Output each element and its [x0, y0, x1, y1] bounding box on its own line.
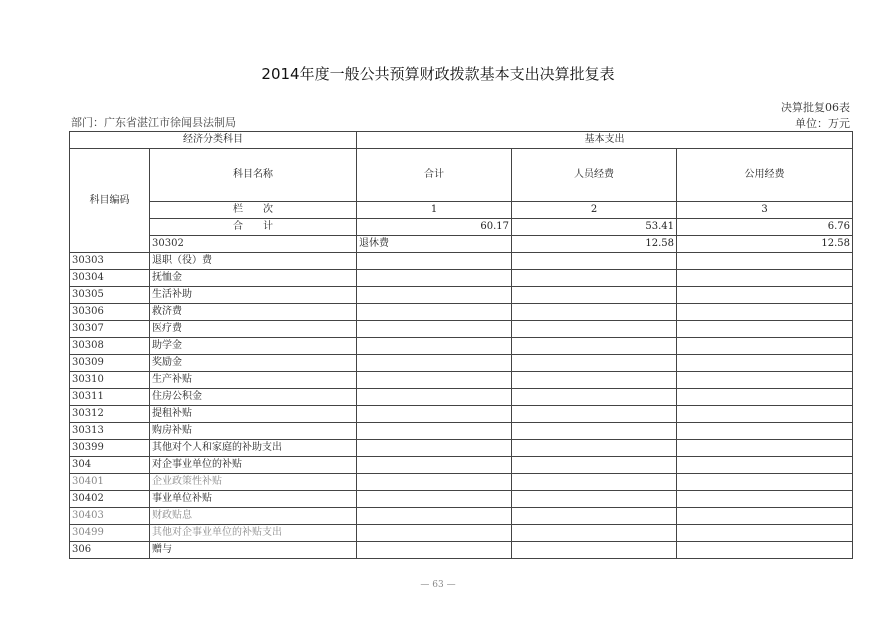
table-row	[70, 321, 853, 338]
cell-personnel	[512, 321, 677, 338]
cell-name: 事业单位补贴	[150, 491, 357, 508]
table-row	[70, 474, 853, 491]
cell-public	[677, 525, 853, 542]
department-label: 部门：广东省湛江市徐闻县法制局	[71, 116, 236, 129]
cell-public	[677, 508, 853, 525]
cell-personnel	[512, 474, 677, 491]
cell-total	[357, 253, 512, 270]
cell-code: 30303	[70, 253, 150, 270]
header-econ-class: 经济分类科目	[70, 132, 357, 149]
cell-total	[357, 508, 512, 525]
cell-name: 退职（役）费	[150, 253, 357, 270]
cell-public	[677, 406, 853, 423]
cell-name: 购房补贴	[150, 423, 357, 440]
cell-name: 助学金	[150, 338, 357, 355]
cell-personnel	[512, 440, 677, 457]
cell-public	[677, 287, 853, 304]
header-public: 公用经费	[677, 149, 853, 202]
cell-public	[677, 338, 853, 355]
cell-name: 赠与	[150, 542, 357, 559]
header-code: 科目编码	[70, 149, 150, 253]
table-row	[70, 389, 853, 406]
cell-personnel	[512, 423, 677, 440]
cell-total	[357, 491, 512, 508]
cell-total	[357, 304, 512, 321]
cell-personnel	[512, 355, 677, 372]
table-row	[70, 542, 853, 559]
cell-total	[357, 338, 512, 355]
cell-name: 退休费	[357, 236, 512, 253]
table-row	[70, 440, 853, 457]
cell-public	[677, 423, 853, 440]
header-personnel: 人员经费	[512, 149, 677, 202]
cell-personnel	[512, 389, 677, 406]
cell-code: 30302	[150, 236, 357, 253]
cell-name: 财政贴息	[150, 508, 357, 525]
table-row	[70, 338, 853, 355]
table-row	[70, 270, 853, 287]
cell-code: 306	[70, 542, 150, 559]
cell-code: 30403	[70, 508, 150, 525]
cell-personnel	[512, 270, 677, 287]
cell-total	[357, 474, 512, 491]
cell-personnel	[512, 491, 677, 508]
form-number: 决算批复06表	[781, 101, 850, 114]
cell-total	[357, 423, 512, 440]
table-row	[70, 287, 853, 304]
column-index-3: 3	[677, 202, 853, 219]
cell-code: 30399	[70, 440, 150, 457]
header-row-2	[70, 149, 853, 202]
cell-name: 抚恤金	[150, 270, 357, 287]
table-row	[70, 236, 853, 253]
header-row-1	[70, 132, 853, 149]
cell-code: 30312	[70, 406, 150, 423]
cell-personnel	[512, 525, 677, 542]
table-row	[70, 253, 853, 270]
cell-code: 30311	[70, 389, 150, 406]
cell-name: 其他对企事业单位的补贴支出	[150, 525, 357, 542]
cell-total	[357, 372, 512, 389]
cell-personnel	[512, 406, 677, 423]
cell-total	[357, 406, 512, 423]
column-index-2: 2	[512, 202, 677, 219]
cell-code: 30401	[70, 474, 150, 491]
header-basic-exp: 基本支出	[357, 132, 853, 149]
header-total: 合计	[357, 149, 512, 202]
cell-public	[677, 253, 853, 270]
cell-public	[677, 372, 853, 389]
cell-public	[677, 304, 853, 321]
cell-total	[357, 389, 512, 406]
budget-table	[69, 131, 853, 559]
cell-code: 30306	[70, 304, 150, 321]
column-index-1: 1	[357, 202, 512, 219]
cell-personnel	[512, 542, 677, 559]
sum-total: 60.17	[357, 219, 512, 236]
cell-total	[357, 440, 512, 457]
cell-code: 30309	[70, 355, 150, 372]
page-title: 2014年度一般公共预算财政拨款基本支出决算批复表	[261, 65, 615, 83]
cell-code: 30305	[70, 287, 150, 304]
cell-personnel	[512, 304, 677, 321]
table-row	[70, 355, 853, 372]
unit-label: 单位：万元	[795, 117, 850, 130]
cell-code: 30304	[70, 270, 150, 287]
cell-name: 企业政策性补贴	[150, 474, 357, 491]
cell-code: 30310	[70, 372, 150, 389]
sum-row	[70, 219, 853, 236]
cell-public	[677, 355, 853, 372]
cell-total	[357, 270, 512, 287]
cell-public	[677, 457, 853, 474]
cell-code: 304	[70, 457, 150, 474]
cell-total	[357, 457, 512, 474]
cell-total	[357, 321, 512, 338]
cell-public	[677, 440, 853, 457]
cell-name: 奖励金	[150, 355, 357, 372]
column-index-row	[70, 202, 853, 219]
cell-name: 救济费	[150, 304, 357, 321]
cell-public	[677, 474, 853, 491]
table-row	[70, 423, 853, 440]
cell-total	[357, 355, 512, 372]
table-row	[70, 372, 853, 389]
cell-public	[677, 542, 853, 559]
cell-public	[677, 270, 853, 287]
cell-personnel	[512, 338, 677, 355]
cell-name: 对企事业单位的补贴	[150, 457, 357, 474]
table-row	[70, 491, 853, 508]
cell-code: 30499	[70, 525, 150, 542]
cell-code: 30307	[70, 321, 150, 338]
cell-code: 30402	[70, 491, 150, 508]
table-row	[70, 508, 853, 525]
cell-code: 30308	[70, 338, 150, 355]
cell-total: 12.58	[512, 236, 677, 253]
cell-total	[357, 542, 512, 559]
cell-total	[357, 525, 512, 542]
column-index-label: 栏 次	[150, 202, 357, 219]
cell-public	[677, 491, 853, 508]
cell-total	[357, 287, 512, 304]
cell-code: 30313	[70, 423, 150, 440]
sum-label: 合 计	[150, 219, 357, 236]
cell-name: 医疗费	[150, 321, 357, 338]
cell-name: 生活补助	[150, 287, 357, 304]
cell-personnel	[512, 253, 677, 270]
cell-personnel	[512, 508, 677, 525]
cell-public	[677, 321, 853, 338]
page-number: — 63 —	[420, 580, 456, 590]
table-row	[70, 457, 853, 474]
cell-name: 其他对个人和家庭的补助支出	[150, 440, 357, 457]
sum-public: 6.76	[677, 219, 853, 236]
cell-personnel: 12.58	[677, 236, 853, 253]
table-row	[70, 525, 853, 542]
table-row	[70, 406, 853, 423]
header-name: 科目名称	[150, 149, 357, 202]
cell-personnel	[512, 287, 677, 304]
cell-public	[677, 389, 853, 406]
cell-personnel	[512, 372, 677, 389]
cell-personnel	[512, 457, 677, 474]
cell-name: 生产补贴	[150, 372, 357, 389]
sum-personnel: 53.41	[512, 219, 677, 236]
cell-name: 住房公积金	[150, 389, 357, 406]
cell-name: 提租补贴	[150, 406, 357, 423]
table-row	[70, 304, 853, 321]
